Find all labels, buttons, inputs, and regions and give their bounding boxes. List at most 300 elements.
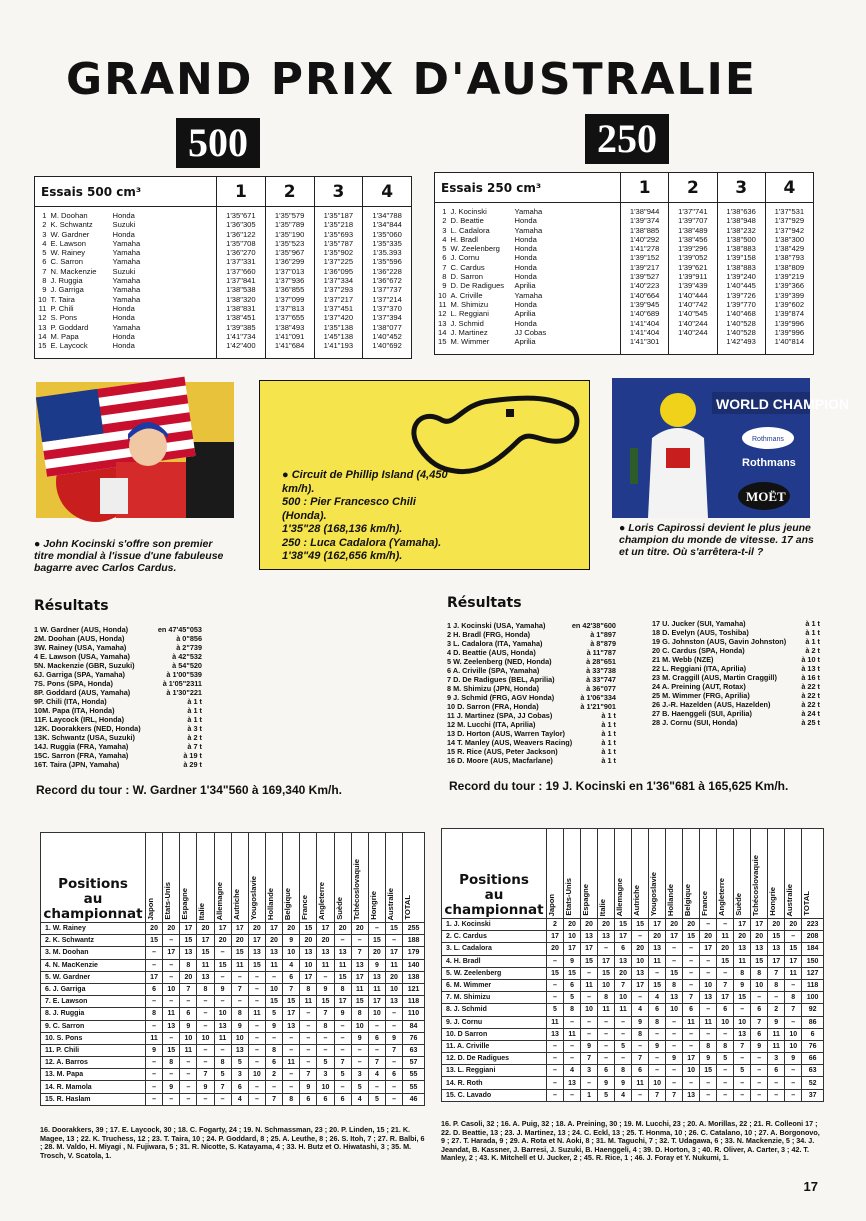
round-points: 11 bbox=[197, 959, 214, 971]
round-points: – bbox=[598, 943, 615, 955]
round-points: 17 bbox=[785, 955, 802, 967]
round-points: – bbox=[785, 979, 802, 991]
table-row bbox=[41, 1020, 425, 1032]
round-points: 10 bbox=[368, 1008, 385, 1020]
column-header: Australie bbox=[385, 833, 402, 923]
round-points: 20 bbox=[197, 923, 214, 935]
total-points: 150 bbox=[802, 955, 824, 967]
round-points: – bbox=[180, 1081, 197, 1093]
rider-name: 11. P. Chili bbox=[41, 1044, 146, 1056]
round-points: 9 bbox=[317, 983, 334, 995]
round-points: 11 bbox=[180, 1044, 197, 1056]
round-points: 8 bbox=[351, 1008, 368, 1020]
round-points: 9 bbox=[334, 1008, 351, 1020]
round-points: 15 bbox=[598, 967, 615, 979]
round-points: 20 bbox=[231, 935, 248, 947]
rider-name: 2. C. Cardus bbox=[442, 931, 547, 943]
round-points: 11 bbox=[214, 1032, 231, 1044]
round-points: 9 bbox=[300, 1081, 317, 1093]
round-points: 10 bbox=[163, 983, 180, 995]
round-points: 7 bbox=[581, 1053, 598, 1065]
round-points: 8 bbox=[317, 1020, 334, 1032]
round-points: 17 bbox=[197, 935, 214, 947]
column-header: Allemagne bbox=[615, 829, 632, 919]
round-points: – bbox=[547, 979, 564, 991]
round-points: 15 bbox=[683, 931, 700, 943]
round-points: 7 bbox=[785, 1004, 802, 1016]
round-points: 20 bbox=[283, 923, 300, 935]
round-points: – bbox=[547, 1053, 564, 1065]
round-points: – bbox=[385, 1093, 402, 1105]
round-points: 9 bbox=[283, 935, 300, 947]
round-points: 20 bbox=[615, 967, 632, 979]
rider-name: 1. W. Rainey bbox=[41, 923, 146, 935]
round-points: 17 bbox=[632, 979, 649, 991]
round-points: 17 bbox=[248, 935, 265, 947]
round-points: 17 bbox=[666, 931, 683, 943]
circuit-box bbox=[259, 380, 590, 570]
essais-500-session-3: 1'35"187 1'35"218 1'35"693 1'35"787 1'35"902 1'37"225 1'36"095 1'37"334 1'37"293 1'37"217 1'37"451 1'37"420 1'35"138 1'45"138 1'41"193 bbox=[314, 207, 363, 359]
table-row bbox=[41, 996, 425, 1008]
round-points: – bbox=[146, 996, 163, 1008]
round-points: 13 bbox=[734, 943, 751, 955]
round-points: 7 bbox=[666, 1089, 683, 1101]
round-points: 6 bbox=[564, 979, 581, 991]
round-points: 17 bbox=[700, 943, 717, 955]
round-points: – bbox=[751, 1065, 768, 1077]
round-points: 7 bbox=[317, 1008, 334, 1020]
round-points: 11 bbox=[547, 1016, 564, 1028]
round-points: – bbox=[581, 1028, 598, 1040]
round-points: 4 bbox=[231, 1093, 248, 1105]
round-points: 6 bbox=[717, 1004, 734, 1016]
round-points: 7 bbox=[351, 947, 368, 959]
round-points: 6 bbox=[180, 1008, 197, 1020]
column-header: Etats-Unis bbox=[163, 833, 180, 923]
round-points: – bbox=[214, 971, 231, 983]
total-points: 63 bbox=[802, 1065, 824, 1077]
round-points: 10 bbox=[351, 1020, 368, 1032]
round-points: 9 bbox=[368, 959, 385, 971]
round-points: – bbox=[683, 955, 700, 967]
capirossi-caption: ● Loris Capirossi devient le plus jeune champion du monde de vitesse. 17 ans et un titre. Où s'arrêtera-t-il ? bbox=[619, 522, 814, 558]
round-points: 13 bbox=[768, 943, 785, 955]
round-points: 13 bbox=[334, 947, 351, 959]
round-points: – bbox=[700, 955, 717, 967]
col-3: 3 bbox=[717, 173, 765, 203]
round-points: 13 bbox=[649, 943, 666, 955]
round-points: 11 bbox=[163, 1008, 180, 1020]
round-points: 2 bbox=[265, 1069, 282, 1081]
round-points: 1 bbox=[581, 1089, 598, 1101]
col-4: 4 bbox=[363, 177, 412, 207]
column-header: Autriche bbox=[231, 833, 248, 923]
total-points: 76 bbox=[802, 1040, 824, 1052]
round-points: – bbox=[632, 992, 649, 1004]
round-points: – bbox=[265, 971, 282, 983]
round-points: 8 bbox=[768, 979, 785, 991]
column-header: Tchécoslovaquie bbox=[351, 833, 368, 923]
round-points: – bbox=[547, 1089, 564, 1101]
round-points: 9 bbox=[231, 1020, 248, 1032]
rider-name: 9. J. Cornu bbox=[442, 1016, 547, 1028]
round-points: – bbox=[649, 967, 666, 979]
round-points: 6 bbox=[683, 1004, 700, 1016]
column-header: Tchécoslovaquie bbox=[751, 829, 768, 919]
round-points: 9 bbox=[700, 1053, 717, 1065]
round-points: 8 bbox=[163, 1057, 180, 1069]
round-points: 15 bbox=[581, 955, 598, 967]
round-points: – bbox=[734, 1053, 751, 1065]
round-points: 13 bbox=[283, 1020, 300, 1032]
round-points: – bbox=[248, 1081, 265, 1093]
round-points: 5 bbox=[214, 1069, 231, 1081]
round-points: – bbox=[666, 955, 683, 967]
round-points: – bbox=[163, 959, 180, 971]
round-points: – bbox=[700, 919, 717, 931]
round-points: – bbox=[385, 1081, 402, 1093]
essais-250-table bbox=[434, 172, 814, 355]
table-row bbox=[442, 1077, 824, 1089]
round-points: – bbox=[180, 996, 197, 1008]
round-points: 9 bbox=[265, 1020, 282, 1032]
capirossi-photo-art bbox=[612, 378, 849, 518]
round-points: – bbox=[751, 992, 768, 1004]
round-points: – bbox=[666, 1040, 683, 1052]
round-points: – bbox=[351, 1057, 368, 1069]
round-points: 7 bbox=[683, 992, 700, 1004]
total-points: 223 bbox=[802, 919, 824, 931]
round-points: 17 bbox=[283, 1008, 300, 1020]
round-points: 13 bbox=[197, 971, 214, 983]
column-header: TOTAL bbox=[403, 833, 425, 923]
column-header: Hongrie bbox=[768, 829, 785, 919]
table-row bbox=[41, 1057, 425, 1069]
round-points: 13 bbox=[214, 1020, 231, 1032]
round-points: 8 bbox=[197, 983, 214, 995]
round-points: 15 bbox=[265, 996, 282, 1008]
round-points: 11 bbox=[649, 955, 666, 967]
round-points: – bbox=[334, 935, 351, 947]
round-points: 11 bbox=[581, 979, 598, 991]
round-points: 10 bbox=[300, 959, 317, 971]
table-row bbox=[41, 959, 425, 971]
round-points: – bbox=[734, 1077, 751, 1089]
total-points: 100 bbox=[802, 992, 824, 1004]
round-points: 17 bbox=[214, 923, 231, 935]
round-points: – bbox=[283, 1081, 300, 1093]
round-points: 17 bbox=[649, 919, 666, 931]
round-points: – bbox=[248, 1044, 265, 1056]
round-points: 7 bbox=[334, 1057, 351, 1069]
round-points: 9 bbox=[785, 1053, 802, 1065]
round-points: 11 bbox=[785, 967, 802, 979]
round-points: 5 bbox=[734, 1065, 751, 1077]
table-row bbox=[41, 923, 425, 935]
round-points: – bbox=[683, 979, 700, 991]
round-points: – bbox=[146, 1081, 163, 1093]
round-points: 13 bbox=[248, 947, 265, 959]
round-points: 15 bbox=[231, 947, 248, 959]
round-points: – bbox=[717, 1028, 734, 1040]
round-points: 17 bbox=[180, 923, 197, 935]
rothmans-text: Rothmans bbox=[752, 436, 784, 443]
round-points: – bbox=[265, 1032, 282, 1044]
record-250: Record du tour : 19 J. Kocinski en 1'36"681 à 165,625 Km/h. bbox=[449, 779, 789, 793]
round-points: – bbox=[717, 1065, 734, 1077]
round-points: 13 bbox=[385, 996, 402, 1008]
table-row bbox=[41, 1069, 425, 1081]
round-points: 13 bbox=[598, 931, 615, 943]
round-points: – bbox=[547, 992, 564, 1004]
round-points: – bbox=[564, 1016, 581, 1028]
round-points: 5 bbox=[265, 1008, 282, 1020]
round-points: 9 bbox=[649, 1040, 666, 1052]
round-points: 6 bbox=[768, 1065, 785, 1077]
round-points: – bbox=[385, 1008, 402, 1020]
round-points: 15 bbox=[615, 919, 632, 931]
round-points: 15 bbox=[768, 931, 785, 943]
round-points: 17 bbox=[751, 919, 768, 931]
round-points: – bbox=[163, 996, 180, 1008]
round-points: 6 bbox=[598, 1065, 615, 1077]
rider-name: 6. M. Wimmer bbox=[442, 979, 547, 991]
round-points: 9 bbox=[180, 1020, 197, 1032]
table-row bbox=[442, 943, 824, 955]
round-points: – bbox=[146, 1020, 163, 1032]
round-points: – bbox=[351, 1044, 368, 1056]
round-points: 10 bbox=[581, 1004, 598, 1016]
round-points: 20 bbox=[214, 935, 231, 947]
round-points: 6 bbox=[283, 971, 300, 983]
round-points: 4 bbox=[632, 1004, 649, 1016]
round-points: 6 bbox=[751, 1004, 768, 1016]
column-header: Angleterre bbox=[317, 833, 334, 923]
round-points: 5 bbox=[564, 992, 581, 1004]
round-points: – bbox=[231, 996, 248, 1008]
round-points: 15 bbox=[751, 955, 768, 967]
round-points: 10 bbox=[700, 979, 717, 991]
total-points: 110 bbox=[403, 1008, 425, 1020]
round-points: 9 bbox=[351, 1032, 368, 1044]
round-points: 11 bbox=[300, 996, 317, 1008]
round-points: 10 bbox=[785, 1028, 802, 1040]
kocinski-photo bbox=[36, 382, 234, 518]
round-points: – bbox=[632, 1089, 649, 1101]
world-champion-text: WORLD CHAMPION bbox=[716, 396, 849, 412]
round-points: – bbox=[265, 1081, 282, 1093]
round-points: 8 bbox=[734, 967, 751, 979]
round-points: 10 bbox=[231, 1032, 248, 1044]
round-points: – bbox=[700, 1004, 717, 1016]
round-points: – bbox=[317, 1044, 334, 1056]
round-points: 3 bbox=[351, 1069, 368, 1081]
column-header: France bbox=[700, 829, 717, 919]
round-points: 8 bbox=[649, 1016, 666, 1028]
round-points: 9 bbox=[734, 979, 751, 991]
essais-500-session-4: 1'34"788 1'34"844 1'35"060 1'35"335 1'35.393 1'35"596 1'36"228 1'36"672 1'37"737 1'37"214 1'37"370 1'37"394 1'38"077 1'40"452 1'40"692 bbox=[363, 207, 412, 359]
round-points: 5 bbox=[351, 1081, 368, 1093]
round-points: – bbox=[163, 935, 180, 947]
round-points: – bbox=[734, 1004, 751, 1016]
round-points: 6 bbox=[146, 983, 163, 995]
class-500-label: 500 bbox=[176, 118, 260, 168]
essais-500-header: Essais 500 cm³ bbox=[35, 177, 217, 207]
total-points: 208 bbox=[802, 931, 824, 943]
total-points: 52 bbox=[802, 1077, 824, 1089]
total-points: 140 bbox=[403, 959, 425, 971]
round-points: 5 bbox=[317, 1057, 334, 1069]
round-points: – bbox=[666, 1016, 683, 1028]
round-points: 4 bbox=[351, 1093, 368, 1105]
total-points: 55 bbox=[403, 1081, 425, 1093]
round-points: 7 bbox=[265, 1093, 282, 1105]
results-250-times-2: à 1 t à 1 t à 1 t à 2 t à 10 t à 13 t à 16 t à 22 t à 22 t à 22 t à 24 t à 25 t bbox=[801, 619, 820, 727]
round-points: – bbox=[214, 947, 231, 959]
round-points: 11 bbox=[598, 1004, 615, 1016]
round-points: 8 bbox=[598, 992, 615, 1004]
round-points: – bbox=[649, 1065, 666, 1077]
round-points: 7 bbox=[231, 983, 248, 995]
round-points: 13 bbox=[300, 947, 317, 959]
total-points: 63 bbox=[403, 1044, 425, 1056]
round-points: 8 bbox=[564, 1004, 581, 1016]
round-points: 8 bbox=[334, 983, 351, 995]
round-points: – bbox=[248, 983, 265, 995]
essais-250-session-3: 1'38"636 1'38"948 1'38"232 1'38"500 1'38"883 1'39"158 1'38"883 1'39"240 1'40"445 1'39"726 1'39"770 1'40"468 1'40"528 1'40"528 1'42"493 bbox=[717, 203, 765, 355]
round-points: – bbox=[700, 1077, 717, 1089]
round-points: 11 bbox=[632, 1077, 649, 1089]
round-points: 11 bbox=[283, 1057, 300, 1069]
round-points: – bbox=[163, 971, 180, 983]
round-points: 20 bbox=[368, 947, 385, 959]
column-header: Italie bbox=[197, 833, 214, 923]
round-points: 11 bbox=[351, 983, 368, 995]
round-points: 20 bbox=[385, 971, 402, 983]
col-1: 1 bbox=[621, 173, 669, 203]
rider-name: 2. K. Schwantz bbox=[41, 935, 146, 947]
round-points: 3 bbox=[581, 1065, 598, 1077]
essais-500-session-1: 1'35"671 1'36"305 1'36"122 1'35"708 1'36"270 1'37"331 1'37"660 1'37"841 1'38"538 1'38"320 1'38"831 1'38"451 1'39"385 1'41"734 1'42"400 bbox=[217, 207, 266, 359]
total-points: 255 bbox=[403, 923, 425, 935]
round-points: 17 bbox=[564, 943, 581, 955]
round-points: 17 bbox=[581, 943, 598, 955]
column-header: Etats-Unis bbox=[564, 829, 581, 919]
round-points: 11 bbox=[734, 955, 751, 967]
round-points: 7 bbox=[214, 1081, 231, 1093]
round-points: – bbox=[334, 1032, 351, 1044]
round-points: 17 bbox=[334, 996, 351, 1008]
essais-250-positions: 1 2 3 4 5 6 7 8 9 10 11 12 13 14 15 bbox=[438, 207, 447, 347]
round-points: 11 bbox=[248, 1008, 265, 1020]
round-points: 9 bbox=[197, 1081, 214, 1093]
round-points: – bbox=[334, 1044, 351, 1056]
table-row bbox=[41, 971, 425, 983]
round-points: 5 bbox=[334, 1069, 351, 1081]
round-points: 11 bbox=[717, 931, 734, 943]
round-points: – bbox=[734, 1089, 751, 1101]
round-points: 7 bbox=[751, 1016, 768, 1028]
round-points: 20 bbox=[163, 923, 180, 935]
round-points: 20 bbox=[265, 935, 282, 947]
round-points: 5 bbox=[598, 1089, 615, 1101]
results-500-times: en 47'45"053 à 0"856 à 2"739 à 42"532 à 54"520 à 1'00"539 à 1'05"2311 à 1'30"221 à 1 t à 1 t à 1 t à 3 t à 2 t à 7 t à 19 t à 29 t bbox=[157, 625, 202, 769]
round-points: 9 bbox=[163, 1081, 180, 1093]
round-points: 20 bbox=[564, 919, 581, 931]
round-points: 20 bbox=[334, 923, 351, 935]
round-points: – bbox=[334, 1020, 351, 1032]
rider-name: 7. M. Shimizu bbox=[442, 992, 547, 1004]
round-points: 13 bbox=[581, 931, 598, 943]
total-points: 188 bbox=[403, 935, 425, 947]
results-250-heading: Résultats bbox=[447, 595, 522, 611]
essais-250-session-1: 1'38"944 1'39"374 1'38"885 1'40"292 1'41"278 1'39"152 1'39"217 1'39"527 1'40"223 1'40"664 1'39"945 1'40"689 1'41"404 1'41"404 1'41"301 bbox=[621, 203, 669, 355]
round-points: 4 bbox=[564, 1065, 581, 1077]
round-points: 13 bbox=[231, 1044, 248, 1056]
rider-name: 6. J. Garriga bbox=[41, 983, 146, 995]
round-points: – bbox=[785, 1065, 802, 1077]
essais-500-session-2: 1'35"579 1'35"789 1'35"190 1'35"523 1'35"967 1'36"299 1'37"013 1'37"936 1'36"855 1'37"099 1'37"813 1'37"655 1'38"493 1'41"091 1'41"684 bbox=[265, 207, 314, 359]
round-points: 8 bbox=[214, 1057, 231, 1069]
round-points: – bbox=[197, 1044, 214, 1056]
round-points: 15 bbox=[368, 935, 385, 947]
round-points: 13 bbox=[564, 1077, 581, 1089]
round-points: – bbox=[300, 1008, 317, 1020]
rider-name: 3. L. Cadalora bbox=[442, 943, 547, 955]
round-points: 6 bbox=[649, 1004, 666, 1016]
rider-name: 10. S. Pons bbox=[41, 1032, 146, 1044]
round-points: 7 bbox=[197, 1069, 214, 1081]
round-points: – bbox=[317, 1032, 334, 1044]
total-points: 118 bbox=[802, 979, 824, 991]
round-points: – bbox=[666, 943, 683, 955]
column-header: Espagne bbox=[180, 833, 197, 923]
round-points: – bbox=[700, 1089, 717, 1101]
round-points: 10 bbox=[197, 1032, 214, 1044]
round-points: 6 bbox=[615, 943, 632, 955]
round-points: 20 bbox=[581, 919, 598, 931]
class-250-label: 250 bbox=[585, 114, 669, 164]
round-points: 20 bbox=[768, 919, 785, 931]
page-number: 17 bbox=[803, 1179, 818, 1194]
round-points: – bbox=[785, 931, 802, 943]
essais-500-positions: 1 2 3 4 5 6 7 8 9 10 11 12 13 14 15 bbox=[38, 211, 47, 351]
round-points: 10 bbox=[649, 1077, 666, 1089]
round-points: – bbox=[564, 1040, 581, 1052]
round-points: 7 bbox=[180, 983, 197, 995]
round-points: 13 bbox=[751, 943, 768, 955]
round-points: – bbox=[717, 1089, 734, 1101]
column-header: Hollande bbox=[666, 829, 683, 919]
total-points: 66 bbox=[802, 1053, 824, 1065]
rider-name: 14. R. Roth bbox=[442, 1077, 547, 1089]
round-points: 10 bbox=[785, 1040, 802, 1052]
round-points: – bbox=[683, 1040, 700, 1052]
table-row bbox=[442, 931, 824, 943]
round-points: 8 bbox=[632, 1028, 649, 1040]
table-row bbox=[442, 979, 824, 991]
round-points: – bbox=[300, 1020, 317, 1032]
rider-name: 15. R. Haslam bbox=[41, 1093, 146, 1105]
round-points: – bbox=[248, 1093, 265, 1105]
round-points: – bbox=[598, 1028, 615, 1040]
rider-name: 15. C. Lavado bbox=[442, 1089, 547, 1101]
page-title: GRAND PRIX D'AUSTRALIE bbox=[66, 54, 757, 105]
essais-250-header: Essais 250 cm³ bbox=[435, 173, 621, 203]
round-points: 6 bbox=[385, 1069, 402, 1081]
round-points: 2 bbox=[768, 1004, 785, 1016]
round-points: – bbox=[248, 971, 265, 983]
